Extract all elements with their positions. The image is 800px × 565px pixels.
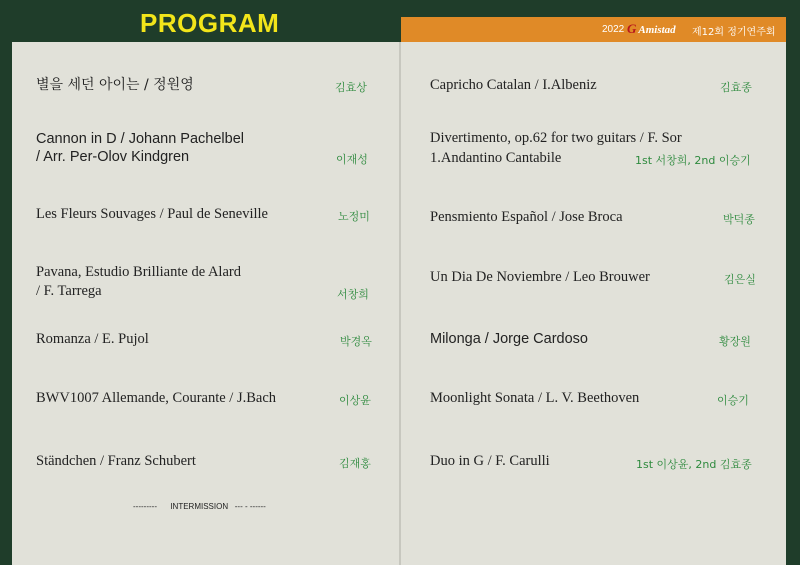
left-item-3-title: Les Fleurs Souvages / Paul de Seneville [36, 206, 268, 222]
left-item-2-performer: 이재성 [336, 153, 368, 166]
page-fold [399, 42, 401, 565]
amistad-logo [627, 21, 676, 37]
left-item-1-title: 별을 세던 아이는 / 정원영 [36, 77, 194, 93]
right-item-6-performer: 이승기 [717, 394, 749, 407]
left-item-7-performer: 김재홍 [339, 457, 371, 470]
banner-concert-label: 제12회 정기연주회 [692, 27, 776, 38]
left-page [12, 42, 400, 565]
left-item-2-title: Cannon in D / Johann Pachelbel [36, 131, 244, 147]
logo-letter: G [627, 21, 637, 36]
left-item-1-performer: 김효상 [335, 81, 367, 94]
logo-text: Amistad [638, 24, 676, 36]
left-item-3-performer: 노정미 [338, 210, 370, 223]
left-item-7-title: Ständchen / Franz Schubert [36, 453, 196, 469]
left-item-4-title: Pavana, Estudio Brilliante de Alard [36, 264, 241, 280]
concert-banner [401, 17, 786, 42]
intermission-label: --------- INTERMISSION --- - ------ [133, 502, 266, 511]
left-item-2-subtitle: / Arr. Per-Olov Kindgren [36, 149, 190, 165]
right-item-4-performer: 김은실 [724, 273, 756, 286]
right-item-1-title: Capricho Catalan / I.Albeniz [430, 77, 597, 93]
left-item-4-performer: 서창희 [337, 288, 369, 301]
program-title: PROGRAM [140, 8, 280, 38]
left-item-5-title: Romanza / E. Pujol [36, 331, 149, 347]
right-page [401, 42, 786, 565]
left-item-6-title: BWV1007 Allemande, Courante / J.Bach [36, 390, 277, 406]
banner-year: 2022 [602, 24, 625, 35]
right-item-2-title: Divertimento, op.62 for two guitars / F. Sor [430, 130, 682, 146]
left-item-4-subtitle: / F. Tarrega [36, 283, 102, 299]
left-item-5-performer: 박경옥 [340, 335, 372, 348]
right-item-4-title: Un Dia De Noviembre / Leo Brouwer [430, 269, 650, 285]
right-item-2-subtitle: 1.Andantino Cantabile [430, 150, 562, 166]
right-item-7-title: Duo in G / F. Carulli [430, 453, 550, 469]
right-item-5-title: Milonga / Jorge Cardoso [430, 331, 588, 347]
right-item-3-performer: 박덕종 [723, 213, 755, 226]
right-item-3-title: Pensmiento Español / Jose Broca [430, 209, 623, 225]
right-item-1-performer: 김효종 [720, 81, 752, 94]
right-item-2-performer: 1st 서창희, 2nd 이승기 [635, 154, 751, 167]
right-item-6-title: Moonlight Sonata / L. V. Beethoven [430, 390, 640, 406]
left-item-6-performer: 이상윤 [339, 394, 371, 407]
right-item-7-performer: 1st 이상윤, 2nd 김효종 [636, 458, 752, 471]
right-item-5-performer: 황장원 [719, 335, 751, 348]
